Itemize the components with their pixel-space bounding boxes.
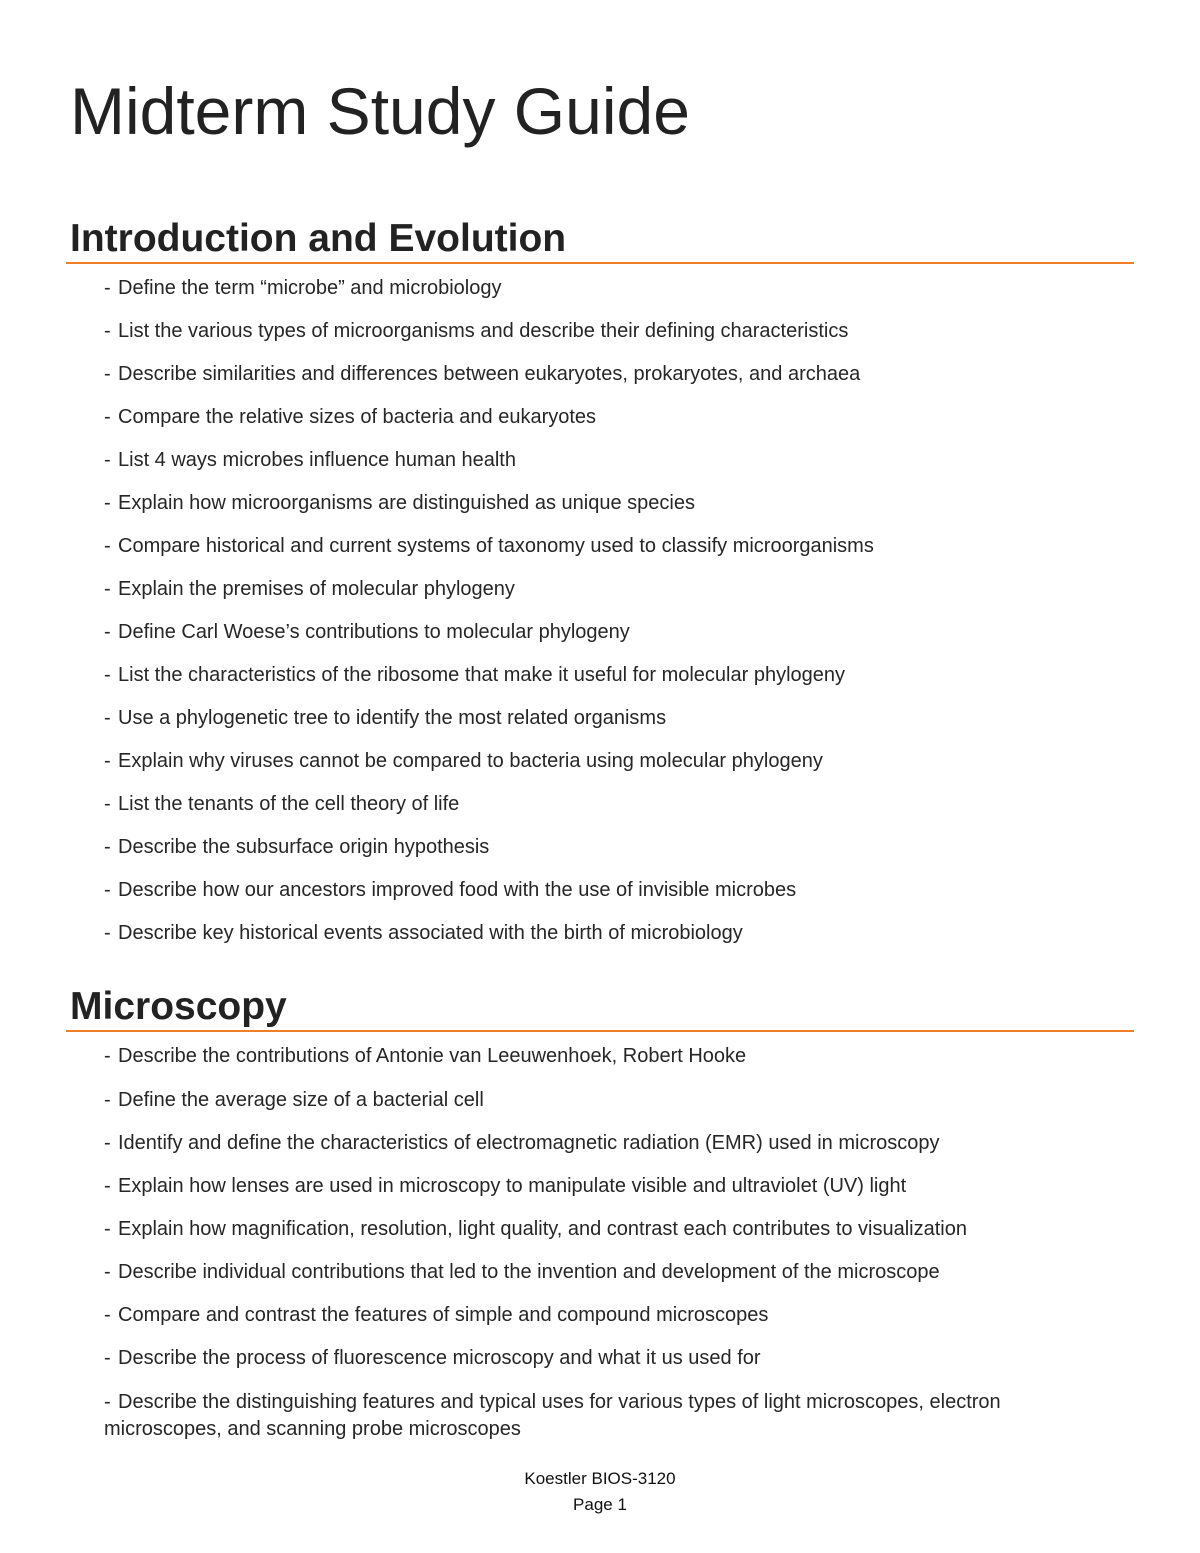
list-item [104,534,874,558]
list-item-text: Define the average size of a bacterial cell [118,1089,484,1111]
list-item-text: List 4 ways microbes influence human health [118,449,516,471]
dash-bullet: - [104,922,111,944]
dash-bullet: - [104,535,111,557]
dash-bullet: - [104,879,111,901]
list-item [104,663,874,687]
dash-bullet: - [104,277,111,299]
list-item-text: Compare the relative sizes of bacteria and eukaryotes [118,406,597,428]
section-divider [66,262,1134,264]
list-item-text: List the various types of microorganisms and describe their defining characteristics [118,320,849,342]
dash-bullet: - [104,793,111,815]
section-divider [66,1030,1134,1032]
dash-bullet: - [104,492,111,514]
dash-bullet: - [104,1045,111,1067]
list-item-text: Describe individual contributions that led to the invention and development of the microscope [118,1261,940,1283]
list-item [104,1088,1044,1112]
list-item [104,749,874,773]
list-item [104,620,874,644]
dash-bullet: - [104,1175,111,1197]
list-item-text: Describe the distinguishing features and typical uses for various types of light microscopes, electron microscopes, and scanning probe microscopes [104,1391,1001,1440]
dash-bullet: - [104,1089,111,1111]
list-item [104,878,874,902]
list-item-text: Describe similarities and differences between eukaryotes, prokaryotes, and archaea [118,363,861,385]
list-item [104,1389,1044,1443]
list-item-text: Describe key historical events associated with the birth of microbiology [118,922,743,944]
list-item-text: List the characteristics of the ribosome that make it useful for molecular phylogeny [118,664,846,686]
list-item-text: Describe the subsurface origin hypothesis [118,836,490,858]
list-item-text: Describe the process of fluorescence microscopy and what it us used for [118,1347,761,1369]
list-item-text: Explain how lenses are used in microscopy to manipulate visible and ultraviolet (UV) light [118,1175,907,1197]
dash-bullet: - [104,578,111,600]
list-item-text: List the tenants of the cell theory of life [118,793,460,815]
page-title: Midterm Study Guide [70,74,690,148]
objective-list [104,1044,1044,1443]
dash-bullet: - [104,836,111,858]
list-item [104,1303,1044,1327]
dash-bullet: - [104,449,111,471]
dash-bullet: - [104,664,111,686]
list-item [104,1346,1044,1370]
dash-bullet: - [104,1218,111,1240]
list-item-text: Explain how microorganisms are distinguished as unique species [118,492,695,514]
footer-page-number: Page 1 [573,1495,627,1514]
list-item-text: Describe the contributions of Antonie van Leeuwenhoek, Robert Hooke [118,1045,747,1067]
list-item-text: Compare historical and current systems of taxonomy used to classify microorganisms [118,535,874,557]
dash-bullet: - [104,1304,111,1326]
list-item [104,276,874,300]
dash-bullet: - [104,1391,111,1413]
list-item-text: Explain why viruses cannot be compared to bacteria using molecular phylogeny [118,750,823,772]
dash-bullet: - [104,1132,111,1154]
dash-bullet: - [104,363,111,385]
page-footer [0,1466,1200,1518]
dash-bullet: - [104,621,111,643]
list-item [104,1260,1044,1284]
list-item [104,835,874,859]
list-item-text: Explain the premises of molecular phylogeny [118,578,515,600]
list-item [104,706,874,730]
section-heading: Microscopy [70,985,287,1028]
list-item [104,362,874,386]
footer-course: Koestler BIOS-3120 [524,1469,676,1488]
list-item-text: Define Carl Woese’s contributions to molecular phylogeny [118,621,630,643]
list-item [104,1044,1044,1068]
dash-bullet: - [104,750,111,772]
section-heading: Introduction and Evolution [70,217,567,260]
dash-bullet: - [104,1347,111,1369]
list-item [104,577,874,601]
list-item [104,921,874,945]
list-item [104,405,874,429]
dash-bullet: - [104,320,111,342]
list-item-text: Identify and define the characteristics of electromagnetic radiation (EMR) used in microscopy [118,1132,940,1154]
list-item [104,491,874,515]
list-item-text: Explain how magnification, resolution, light quality, and contrast each contributes to visualization [118,1218,967,1240]
objective-list [104,276,874,945]
list-item [104,319,874,343]
list-item [104,1174,1044,1198]
list-item [104,448,874,472]
dash-bullet: - [104,406,111,428]
list-item-text: Describe how our ancestors improved food with the use of invisible microbes [118,879,797,901]
dash-bullet: - [104,707,111,729]
list-item-text: Define the term “microbe” and microbiology [118,277,502,299]
list-item-text: Use a phylogenetic tree to identify the most related organisms [118,707,667,729]
list-item [104,1131,1044,1155]
list-item [104,792,874,816]
dash-bullet: - [104,1261,111,1283]
list-item [104,1217,1044,1241]
list-item-text: Compare and contrast the features of simple and compound microscopes [118,1304,769,1326]
